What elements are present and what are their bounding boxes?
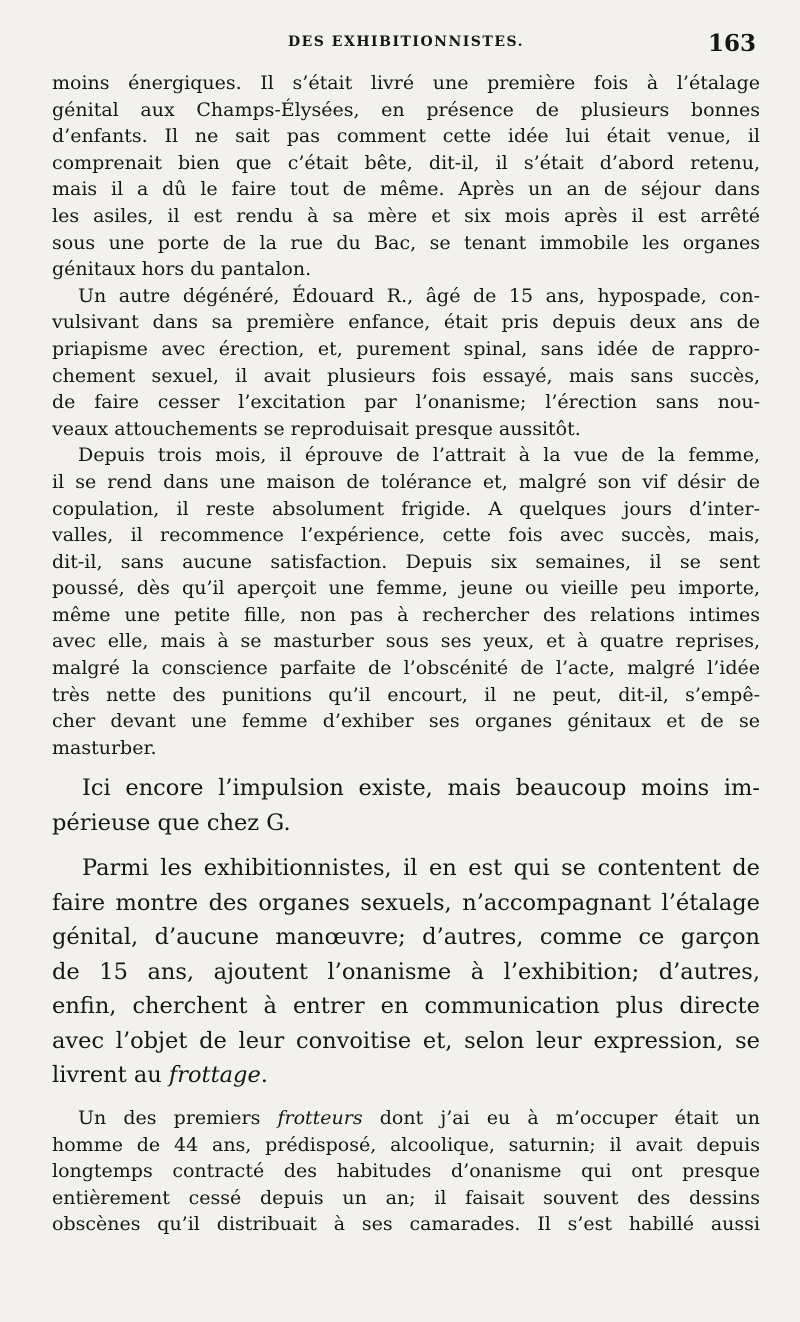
text-line: faire montre des organes sexuels, n’accompagnant l’étalage [52,889,760,916]
paragraph-1 [52,70,760,283]
text-line: enfin, cherchent à entrer en communication plus directe [52,993,760,1020]
text-line: il se rend dans une maison de tolérance et, malgré son vif désir de [52,470,760,493]
italic-term: frottage [168,1062,261,1089]
text-line: comprenait bien que c’était bête, dit-il, il s’était d’abord retenu, [52,151,760,174]
text-line: priapisme avec érection, et, purement spinal, sans idée de rappro- [52,337,760,360]
paragraph-4 [52,771,760,840]
text-line: mais il a dû le faire tout de même. Après un an de séjour dans [52,178,760,201]
text-line: vulsivant dans sa première enfance, était pris depuis deux ans de [52,311,760,334]
book-page [52,30,760,1238]
text-line: de 15 ans, ajoutent l’onanisme à l’exhibition; d’autres, [52,958,760,985]
text-line: moins énergiques. Il s’était livré une première fois à l’étalage [52,72,760,94]
text-line: génital aux Champs-Élysées, en présence de plusieurs bonnes [52,98,760,121]
text-line-with-italic [52,1105,760,1132]
text-line: génitaux hors du pantalon. [52,258,312,281]
text-line: masturber. [52,736,157,759]
text-line: poussé, dès qu’il aperçoit une femme, jeune ou vieille peu importe, [52,577,760,600]
text-line: périeuse que chez G. [52,809,291,836]
text-line: Un autre dégénéré, Édouard R., âgé de 15 ans, hypospade, con- [78,284,760,307]
text-line: Ici encore l’impulsion existe, mais beaucoup moins im- [82,775,760,802]
paragraph-6 [52,1105,760,1238]
running-head: DES EXHIBITIONNISTES. [288,34,524,50]
text-line: Depuis trois mois, il éprouve de l’attrait à la vue de la femme, [78,444,760,467]
text-line: longtemps contracté des habitudes d’onanisme qui ont presque [52,1160,760,1183]
paragraph-5 [52,851,760,1093]
text-line: valles, il recommence l’expérience, cette fois avec succès, mais, [52,524,760,547]
punctuation: . [260,1062,268,1089]
text-line: copulation, il reste absolument frigide. A quelques jours d’inter- [52,497,760,520]
text-line: de faire cesser l’excitation par l’onanisme; l’érection sans nou- [52,391,760,414]
text-line: dit-il, sans aucune satisfaction. Depuis six semaines, il se sent [52,550,760,573]
text-line: veaux attouchements se reproduisait presque aussitôt. [52,417,581,440]
text-line-with-italic [52,1058,760,1093]
text-line: avec elle, mais à se masturber sous ses yeux, et à quatre reprises, [52,630,760,653]
text-line: d’enfants. Il ne sait pas comment cette idée lui était venue, il [52,125,760,148]
text-line: avec l’objet de leur convoitise et, selon leur expression, se [52,1027,760,1054]
paragraph-2 [52,283,760,443]
text-line: entièrement cessé depuis un an; il faisait souvent des dessins [52,1186,760,1209]
page-header [52,30,760,64]
text-line: homme de 44 ans, prédisposé, alcoolique, saturnin; il avait depuis [52,1133,760,1156]
text-line: cher devant une femme d’exhiber ses organes génitaux et de se [52,710,760,733]
text-line: Parmi les exhibitionnistes, il en est qui se contentent de [82,855,760,882]
text-line: sous une porte de la rue du Bac, se tenant immobile les organes [52,231,760,254]
text-line: obscènes qu’il distribuait à ses camarades. Il s’est habillé aussi [52,1213,760,1236]
text-span: livrent au [52,1062,162,1089]
text-line: génital, d’aucune manœuvre; d’autres, comme ce garçon [52,924,760,951]
text-line: très nette des punitions qu’il encourt, il ne peut, dit-il, s’empê- [52,683,760,706]
paragraph-3 [52,442,760,761]
page-number: 163 [707,30,756,57]
italic-term: frotteurs [277,1106,363,1129]
text-span: dont j’ai eu à m’occuper était un [379,1106,760,1129]
text-line: chement sexuel, il avait plusieurs fois essayé, mais sans succès, [52,364,760,387]
text-line: les asiles, il est rendu à sa mère et six mois après il est arrêté [52,204,760,227]
text-span: Un des premiers [78,1106,261,1129]
text-line: malgré la conscience parfaite de l’obscénité de l’acte, malgré l’idée [52,657,760,680]
text-line: même une petite fille, non pas à rechercher des relations intimes [52,603,760,626]
